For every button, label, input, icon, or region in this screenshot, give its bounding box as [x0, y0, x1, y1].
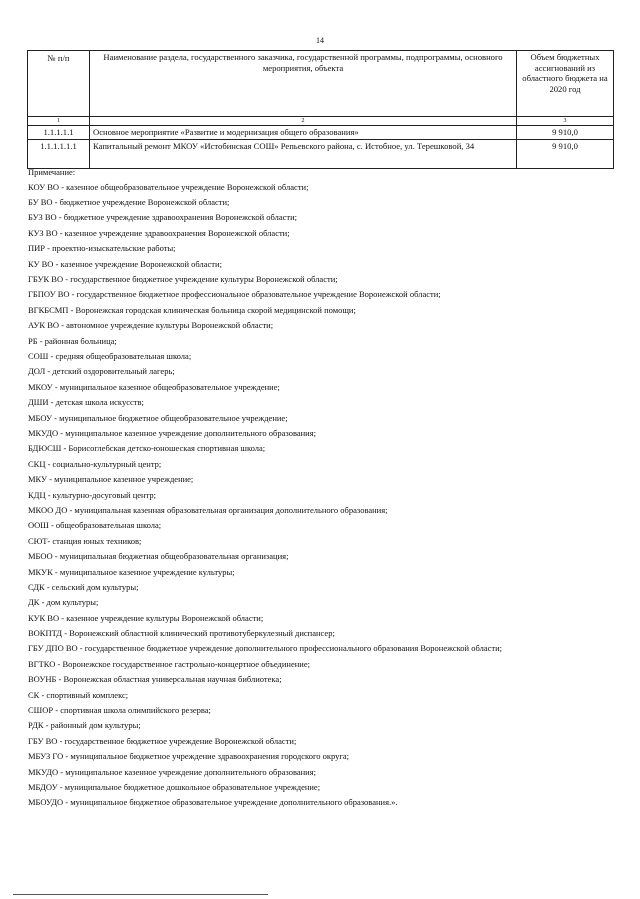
note-item: СК - спортивный комплекс; [28, 689, 129, 700]
note-item: МКУДО - муниципальное казенное учреждение дополнительного образования; [28, 766, 316, 777]
note-item: КУЗ ВО - казенное учреждение здравоохранения Воронежской области; [28, 227, 290, 238]
notes-title: Примечание: [28, 167, 76, 177]
note-item: ДК - дом культуры; [28, 597, 99, 608]
header-name: Наименование раздела, государственного заказчика, государственной программы, подпрограммы, основного мероприятия, объекта [90, 51, 517, 117]
header-num: № п/п [28, 51, 90, 117]
table-row [28, 139, 614, 168]
note-item: СЮТ- станция юных техников; [28, 535, 142, 546]
note-item: КДЦ - культурно-досуговый центр; [28, 489, 157, 500]
note-item: ГБУ ДПО ВО - государственное бюджетное учреждение дополнительного профессионального образования Воронежской области; [28, 642, 502, 653]
page-number: 14 [316, 36, 324, 45]
row-name: Основное мероприятие «Развитие и модернизация общего образования» [90, 126, 517, 140]
table-header-row [28, 51, 614, 117]
note-item: МКОО ДО - муниципальная казенная образовательная организация дополнительного образования; [28, 505, 388, 516]
note-item: КУК ВО - казенное учреждение культуры Воронежской области; [28, 612, 264, 623]
index-cell: 1 [28, 117, 90, 126]
index-cell: 3 [517, 117, 614, 126]
note-item: ВГТКО - Воронежское государственное гастрольно-концертное объединение; [28, 658, 310, 669]
note-item: РБ - районная больница; [28, 335, 117, 346]
note-item: БУЗ ВО - бюджетное учреждение здравоохранения Воронежской области; [28, 212, 298, 223]
table-index-row [28, 117, 614, 126]
note-item: МБУЗ ГО - муниципальное бюджетное учреждение здравоохранения городского округа; [28, 751, 350, 762]
note-item: СОШ - средняя общеобразовательная школа; [28, 350, 192, 361]
row-name: Капитальный ремонт МКОУ «Истобинская СОШ» Репьевского района, с. Истобное, ул. Терешковой, 34 [90, 139, 517, 168]
row-amount: 9 910,0 [517, 139, 614, 168]
note-item: ГБПОУ ВО - государственное бюджетное профессиональное образовательное учреждение Воронежской области; [28, 289, 441, 300]
note-item: МБОУ - муниципальное бюджетное общеобразовательное учреждение; [28, 412, 288, 423]
note-item: МКУК - муниципальное казенное учреждение культуры; [28, 566, 235, 577]
note-item: КОУ ВО - казенное общеобразовательное учреждение Воронежской области; [28, 181, 309, 192]
note-item: БДЮСШ - Борисоглебская детско-юношеская спортивная школа; [28, 443, 266, 454]
note-item: ГБУК ВО - государственное бюджетное учреждение культуры Воронежской области; [28, 273, 338, 284]
header-amount: Объем бюджетных ассигнований из областного бюджета на 2020 год [517, 51, 614, 117]
note-item: ООШ - общеобразовательная школа; [28, 520, 162, 531]
note-item: ГБУ ВО - государственное бюджетное учреждение Воронежской области; [28, 735, 297, 746]
note-item: МБОО - муниципальная бюджетная общеобразовательная организация; [28, 551, 289, 562]
note-item: МКУ - муниципальное казенное учреждение; [28, 474, 194, 485]
note-item: АУК ВО - автономное учреждение культуры Воронежской области; [28, 320, 274, 331]
note-item: ДШИ - детская школа искусств; [28, 397, 144, 408]
row-num: 1.1.1.1.1.1 [28, 139, 90, 168]
note-item: ВОУНБ - Воронежская областная универсальная научная библиотека; [28, 674, 282, 685]
note-item: ПИР - проектно-изыскательские работы; [28, 243, 176, 254]
note-item: СШОР - спортивная школа олимпийского резерва; [28, 704, 211, 715]
note-item: ВОКПТД - Воронежский областной клинический противотуберкулезный диспансер; [28, 628, 335, 639]
row-num: 1.1.1.1.1 [28, 126, 90, 140]
note-item: КУ ВО - казенное учреждение Воронежской области; [28, 258, 222, 269]
note-item: ДОЛ - детский оздоровительный лагерь; [28, 366, 175, 377]
note-item: СКЦ - социально-культурный центр; [28, 458, 162, 469]
note-item: РДК - районный дом культуры; [28, 720, 141, 731]
budget-table [27, 50, 614, 169]
footer-divider [13, 894, 268, 895]
table-row [28, 126, 614, 140]
note-item: МБОУДО - муниципальное бюджетное образовательное учреждение дополнительного образования.». [28, 797, 398, 808]
note-item: МБДОУ - муниципальное бюджетное дошкольное образовательное учреждение; [28, 781, 321, 792]
index-cell: 2 [90, 117, 517, 126]
note-item: БУ ВО - бюджетное учреждение Воронежской области; [28, 196, 230, 207]
note-item: МКУДО - муниципальное казенное учреждение дополнительного образования; [28, 428, 316, 438]
note-item: СДК - сельский дом культуры; [28, 582, 139, 593]
row-amount: 9 910,0 [517, 126, 614, 140]
note-item: МКОУ - муниципальное казенное общеобразовательное учреждение; [28, 381, 280, 392]
notes-section [28, 165, 618, 811]
note-item: ВГКБСМП - Воронежская городская клиническая больница скорой медицинской помощи; [28, 304, 356, 315]
